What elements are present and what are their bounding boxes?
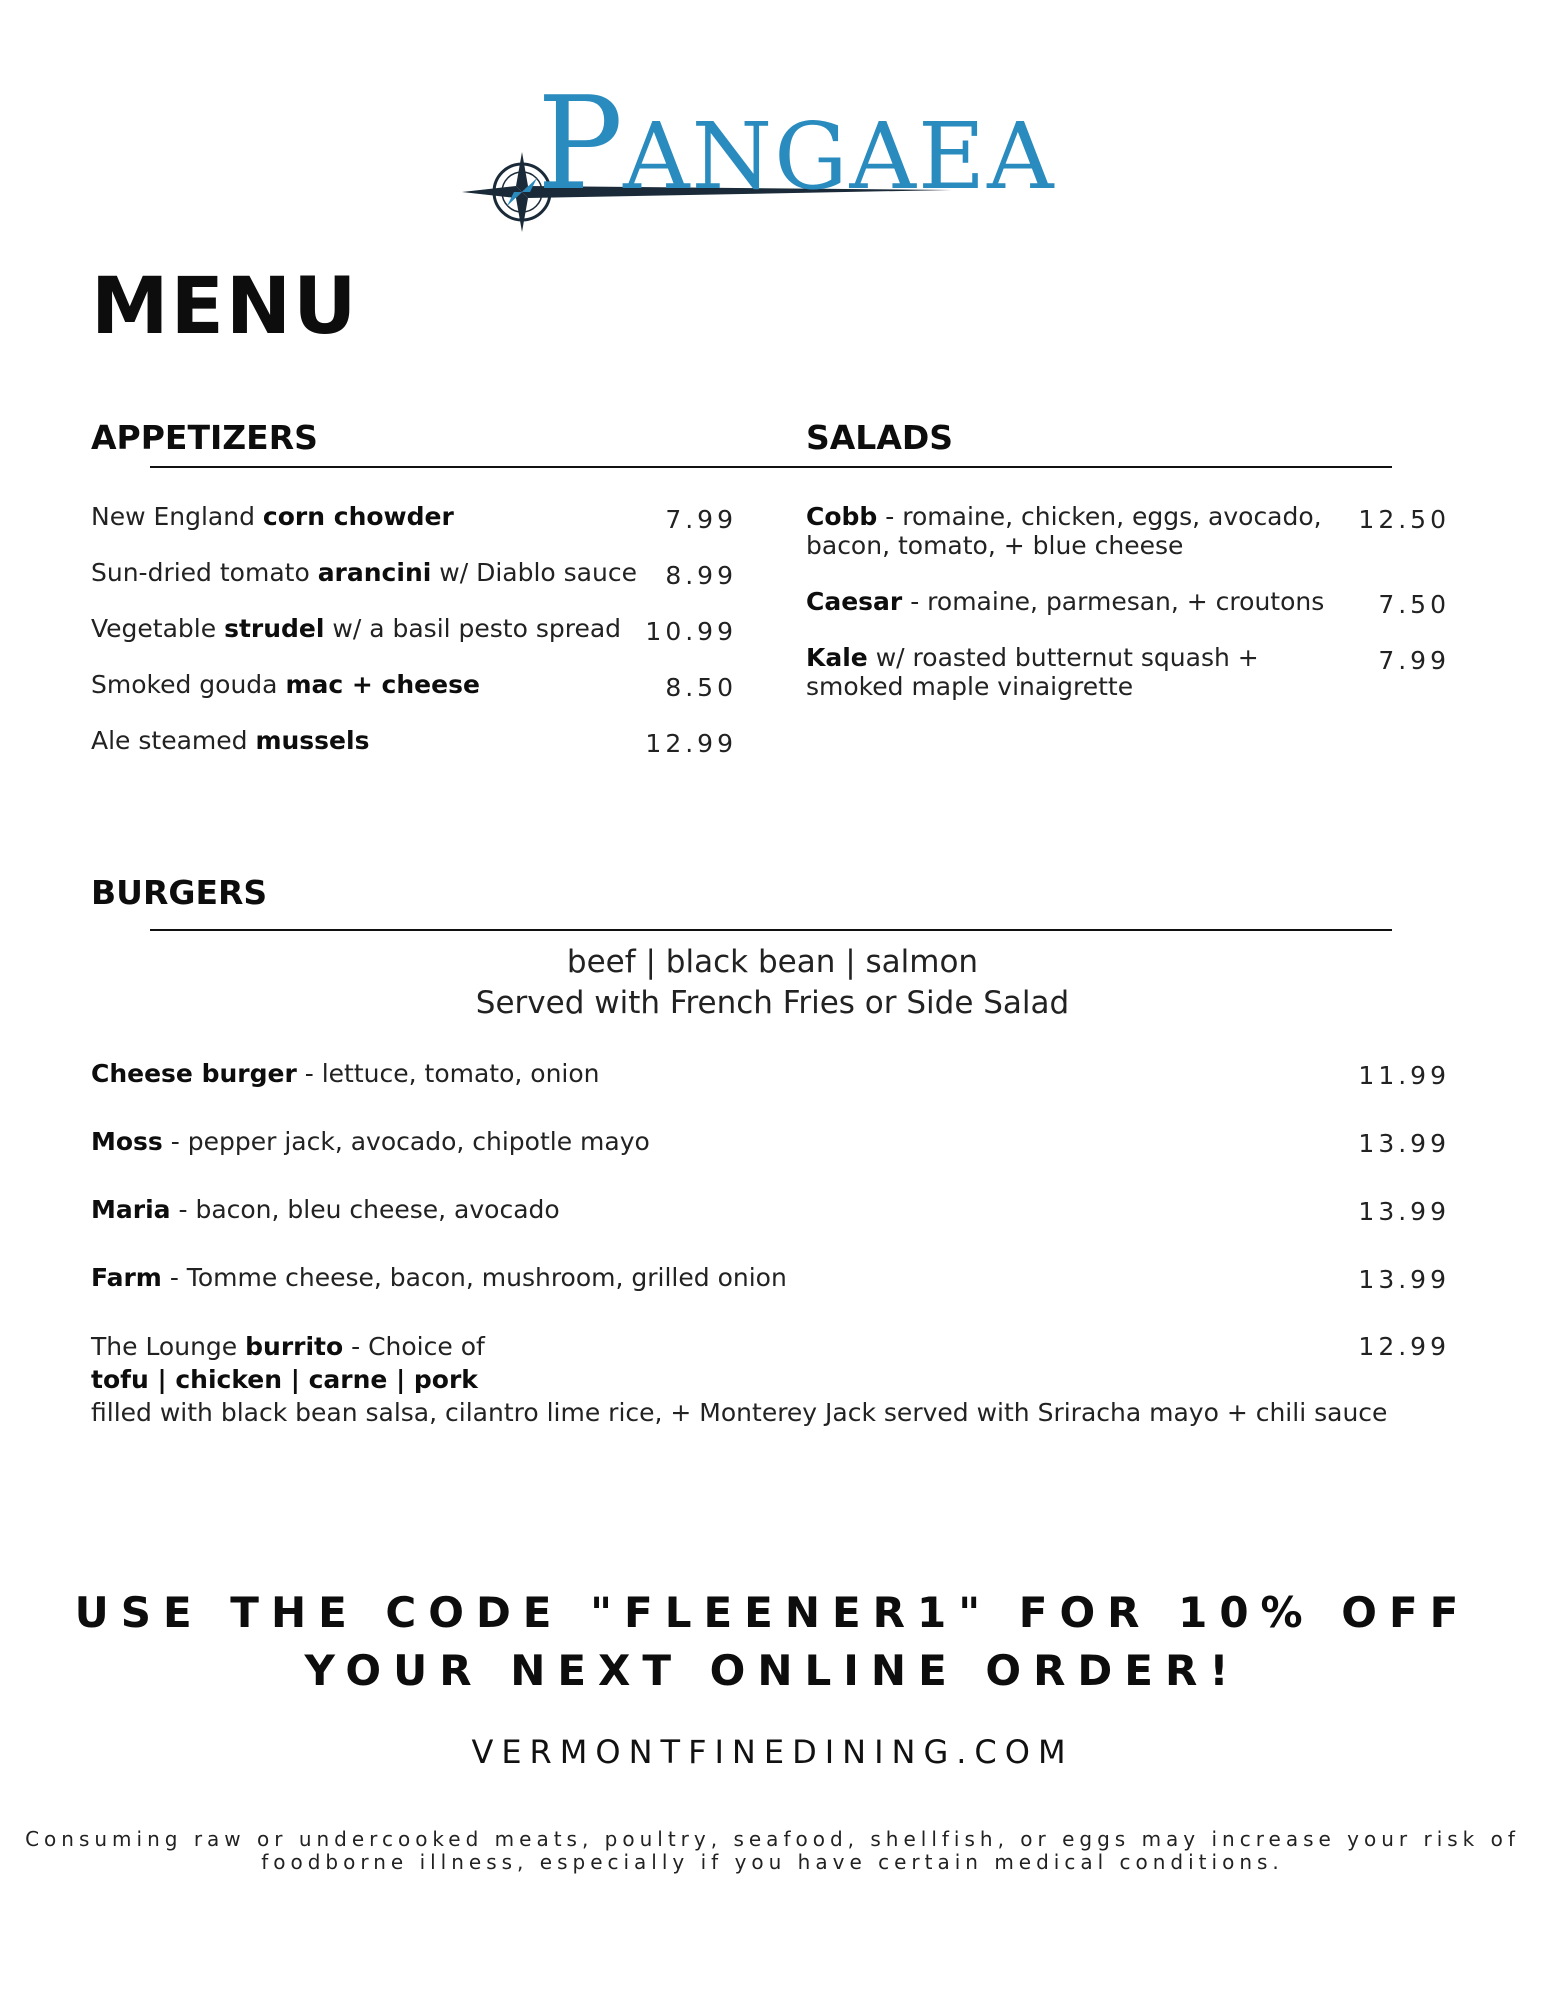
food-safety-disclaimer: Consuming raw or undercooked meats, poultry, seafood, shellfish, or eggs may increase your risk of foodborne illness, especially if you have certain medical conditions. [25,1827,1520,1874]
appetizers-heading: APPETIZERS [91,418,318,457]
item-price: 10.99 [645,617,737,646]
list-item: Vegetable strudel w/ a basil pesto spread [91,614,622,643]
item-price: 13.99 [1358,1265,1450,1294]
burger-sides-note: Served with French Fries or Side Salad [475,985,1070,1021]
list-item: Smoked gouda mac + cheese [91,670,480,699]
item-price: 13.99 [1358,1197,1450,1226]
website-link[interactable]: VERMONTFINEDINING.COM [471,1733,1074,1771]
list-item: Farm - Tomme cheese, bacon, mushroom, grilled onion [91,1263,787,1292]
page-title: MENU [91,262,359,352]
list-item: Cobb - romaine, chicken, eggs, avocado, bacon, tomato, + blue cheese [806,502,1322,560]
list-item: Sun-dried tomato arancini w/ Diablo sauce [91,558,637,587]
pangaea-logo [462,70,1082,250]
item-price: 8.50 [665,673,737,702]
promo-line-1: USE THE CODE "FLEENER1" FOR 10% OFF [74,1588,1471,1637]
burgers-divider [150,929,1392,931]
list-item: Ale steamed mussels [91,726,370,755]
logo-wordmark: ANGAEA [623,103,1056,210]
burger-patty-options: beef | black bean | salmon [566,944,979,980]
item-price: 12.50 [1358,505,1450,534]
list-item: Cheese burger - lettuce, tomato, onion [91,1059,600,1088]
item-price: 7.99 [1378,646,1450,675]
burrito-description: filled with black bean salsa, cilantro lime rice, + Monterey Jack served with Sriracha mayo + chili sauce [91,1398,1388,1427]
item-price: 7.99 [665,505,737,534]
burgers-heading: BURGERS [91,873,268,912]
list-item: Kale w/ roasted butternut squash + smoked maple vinaigrette [806,643,1259,701]
item-price: 13.99 [1358,1129,1450,1158]
appetizers-divider [150,466,788,468]
burrito-fillings: tofu | chicken | carne | pork [91,1365,478,1394]
list-item: Caesar - romaine, parmesan, + croutons [806,587,1325,616]
list-item: Moss - pepper jack, avocado, chipotle mayo [91,1127,650,1156]
item-price: 7.50 [1378,590,1450,619]
list-item: New England corn chowder [91,502,454,531]
salads-divider [788,466,1392,468]
promo-line-2: YOUR NEXT ONLINE ORDER! [304,1646,1241,1695]
logo-letter-p: P [537,70,624,219]
salads-heading: SALADS [806,418,954,457]
item-price: 12.99 [1358,1332,1450,1361]
burrito-item: The Lounge burrito - Choice of tofu | chicken | carne | pork filled with black bean salsa, cilantro lime rice, + Monterey Jack served with Sriracha mayo + chili sauce [91,1332,1388,1427]
item-price: 8.99 [665,561,737,590]
item-price: 11.99 [1358,1061,1450,1090]
item-price: 12.99 [645,729,737,758]
list-item: Maria - bacon, bleu cheese, avocado [91,1195,560,1224]
